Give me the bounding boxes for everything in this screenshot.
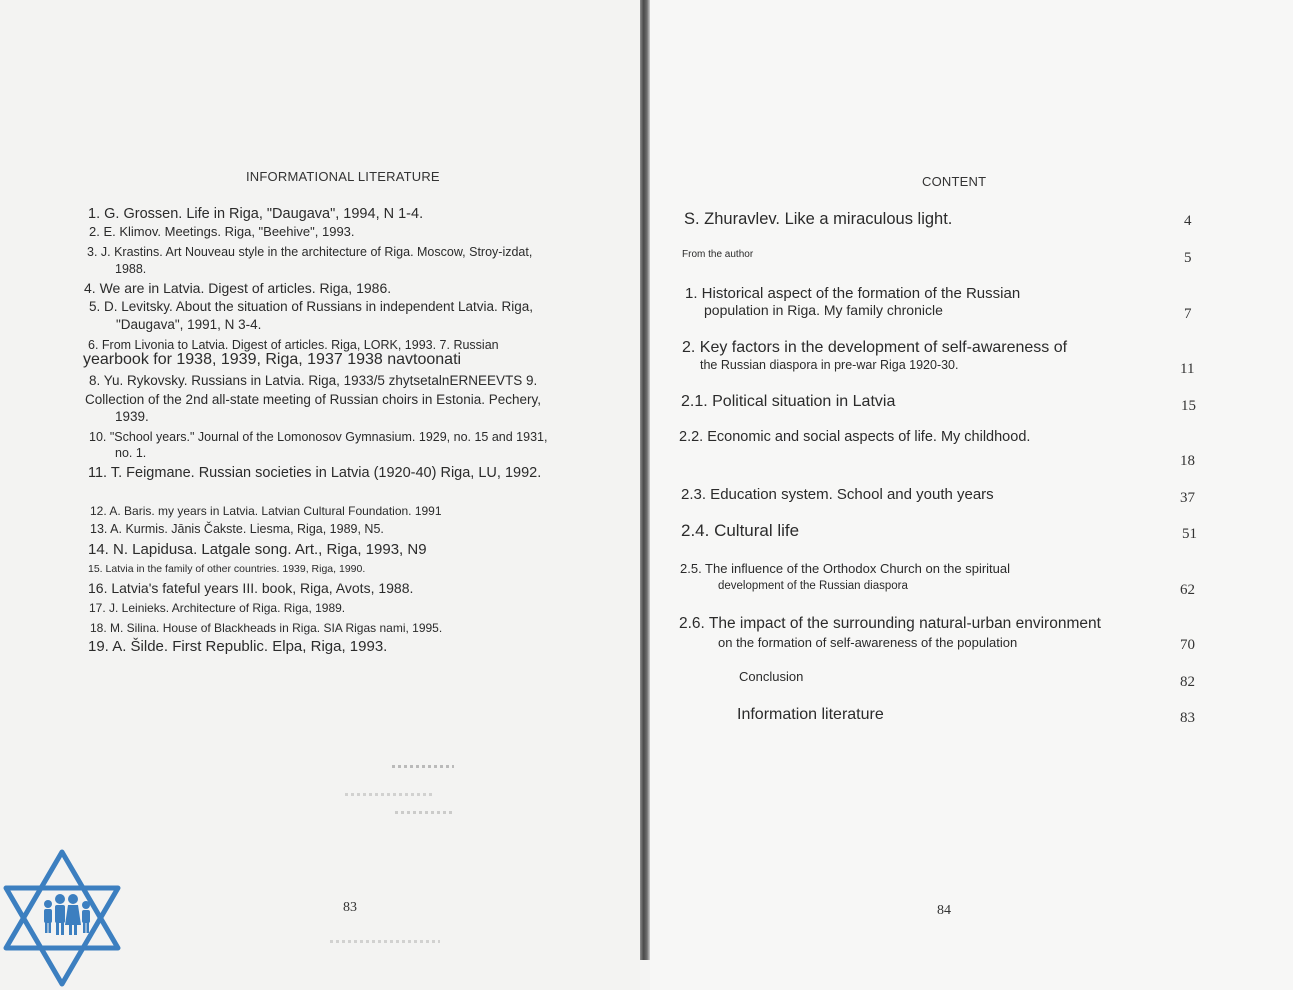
toc-page-number: 70 [1180, 637, 1195, 653]
literature-entry: 3. J. Krastins. Art Nouveau style in the architecture of Riga. Moscow, Stroy-izdat, [87, 245, 533, 259]
page-number-left: 83 [343, 900, 357, 915]
page-number-right: 84 [937, 903, 951, 918]
star-of-david-logo [0, 848, 124, 988]
literature-entry: 10. "School years." Journal of the Lomonosov Gymnasium. 1929, no. 15 and 1931, [89, 430, 548, 444]
literature-entry: 8. Yu. Rykovsky. Russians in Latvia. Riga, 1933/5 zhytsetalnERNEEVTS 9. [89, 373, 538, 388]
toc-page-number: 37 [1180, 490, 1195, 506]
toc-item: 2.6. The impact of the surrounding natural-urban environment [679, 615, 1101, 632]
contents-heading: CONTENT [922, 174, 987, 189]
toc-page-number: 5 [1184, 250, 1192, 266]
toc-item: 2.1. Political situation in Latvia [681, 393, 896, 410]
left-page-heading: INFORMATIONAL LITERATURE [246, 169, 440, 184]
toc-page-number: 62 [1180, 582, 1195, 598]
literature-entry-cont: 1988. [115, 262, 147, 276]
toc-item: 2.4. Cultural life [681, 521, 800, 540]
toc-page-number: 15 [1181, 398, 1196, 414]
toc-page-number: 4 [1184, 213, 1192, 229]
family-figures-icon [44, 894, 90, 935]
literature-entry-cont: "Daugava", 1991, N 3-4. [116, 317, 262, 332]
book-spine [640, 0, 650, 960]
toc-item: Information literature [737, 706, 884, 723]
toc-page-number: 82 [1180, 674, 1195, 690]
literature-entry: 4. We are in Latvia. Digest of articles. Riga, 1986. [84, 280, 392, 296]
literature-entry: 2. E. Klimov. Meetings. Riga, "Beehive", 1993. [89, 224, 355, 239]
literature-entry: 14. N. Lapidusa. Latgale song. Art., Riga, 1993, N9 [88, 541, 427, 558]
toc-item-cont: the Russian diaspora in pre-war Riga 1920-30. [700, 358, 959, 372]
literature-entry: 5. D. Levitsky. About the situation of Russians in independent Latvia. Riga, [89, 299, 534, 314]
toc-page-number: 11 [1180, 361, 1195, 377]
print-smudge [395, 811, 455, 814]
literature-entry-cont: yearbook for 1938, 1939, Riga, 1937 1938 navtoonati [83, 351, 462, 368]
toc-item: 2.2. Economic and social aspects of life. My childhood. [679, 429, 1031, 445]
literature-entry-cont: Collection of the 2nd all-state meeting of Russian choirs in Estonia. Pechery, [85, 392, 541, 407]
toc-item-cont: development of the Russian diaspora [718, 580, 908, 592]
toc-page-number: 18 [1180, 453, 1195, 469]
literature-entry: 13. A. Kurmis. Jānis Čakste. Liesma, Riga, 1989, N5. [90, 522, 384, 536]
literature-entry: 6. From Livonia to Latvia. Digest of articles. Riga, LORK, 1993. 7. Russian [88, 338, 499, 352]
toc-item: Conclusion [739, 669, 804, 684]
literature-entry: 17. J. Leinieks. Architecture of Riga. Riga, 1989. [89, 601, 346, 615]
toc-item: 2.5. The influence of the Orthodox Church on the spiritual [680, 561, 1011, 576]
toc-item: 2. Key factors in the development of self-awareness of [682, 339, 1068, 356]
print-smudge [392, 765, 454, 768]
toc-item: From the author [682, 249, 754, 260]
literature-entry: 12. A. Baris. my years in Latvia. Latvian Cultural Foundation. 1991 [90, 504, 442, 518]
literature-entry-cont: no. 1. [115, 446, 147, 460]
toc-item: S. Zhuravlev. Like a miraculous light. [684, 210, 953, 228]
literature-entry: 19. A. Šilde. First Republic. Elpa, Riga, 1993. [88, 638, 388, 655]
toc-page-number: 7 [1184, 306, 1192, 322]
toc-page-number: 51 [1182, 526, 1197, 542]
literature-entry: 1. G. Grossen. Life in Riga, "Daugava", 1994, N 1-4. [88, 206, 424, 222]
literature-entry: 15. Latvia in the family of other countries. 1939, Riga, 1990. [88, 563, 366, 575]
toc-item: 1. Historical aspect of the formation of the Russian [685, 285, 1021, 302]
toc-item-cont: population in Riga. My family chronicle [704, 302, 943, 318]
toc-item: 2.3. Education system. School and youth years [681, 486, 994, 503]
literature-entry-cont: 1939. [115, 409, 149, 424]
toc-page-number: 83 [1180, 710, 1195, 726]
literature-entry: 11. T. Feigmane. Russian societies in Latvia (1920-40) Riga, LU, 1992. [88, 465, 542, 481]
left-page [0, 0, 640, 990]
literature-entry: 18. M. Silina. House of Blackheads in Riga. SIA Rigas nami, 1995. [90, 621, 443, 635]
right-page [650, 0, 1293, 990]
toc-item-cont: on the formation of self-awareness of the population [718, 635, 1018, 650]
print-smudge [330, 940, 440, 943]
literature-entry: 16. Latvia's fateful years III. book, Riga, Avots, 1988. [88, 580, 414, 596]
print-smudge [345, 793, 435, 796]
